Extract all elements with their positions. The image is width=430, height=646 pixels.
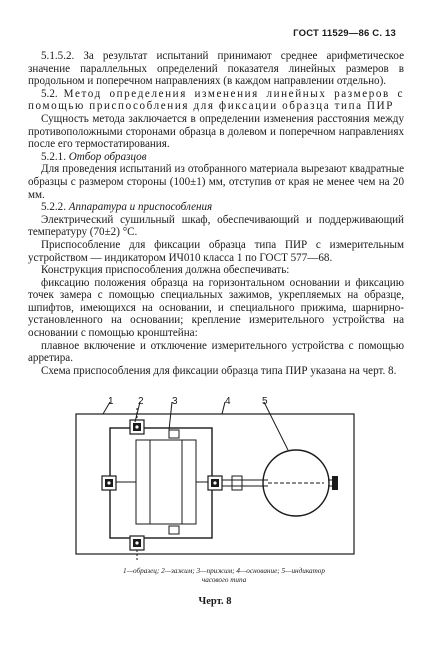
indicator-stem	[232, 476, 242, 490]
figure-label-4: 4	[225, 396, 231, 407]
figure-label-5: 5	[262, 396, 268, 407]
presser-block-bottom	[169, 526, 179, 534]
arretir-paragraph: плавное включение и отключение измерительного устройства с помощью арретира.	[28, 339, 404, 365]
figure-caption: 1—образец; 2—зажим; 3—прижим; 4—основание; 5—индикатор часового типа	[123, 567, 325, 584]
document-body	[28, 50, 404, 377]
method-essence-paragraph: Сущность метода заключается в определении изменения расстояния между противоположными сторонами образца в долевом и поперечном направлениях после его термостатирования.	[28, 112, 404, 151]
section-5-2-1-heading	[28, 151, 404, 164]
section-5-2-2-heading	[28, 201, 404, 214]
sample-outer	[110, 428, 212, 538]
figure-title: Черт. 8	[198, 596, 232, 607]
sample-inner	[136, 440, 196, 524]
paragraph-5-1-5-2: 5.1.5.2. За результат испытаний принимают среднее арифметическое значение параллельных определений показателя линейных размеров в продольном и поперечном направлениях (в каждом направлении отдельно).	[28, 50, 404, 88]
fixation-paragraph: фиксацию положения образца на горизонтальном основании и фиксацию точек замера с помощью специальных зажимов, укрепляемых на образце, шпифтов, имеющихся на основании, и специального прижима, шарнирно-установленного на основании; крепление измерительного устройства на основании с помощью кронштейна:	[28, 276, 404, 340]
section-5-2-heading	[28, 88, 404, 113]
section-5-2-1-number: 5.2.1.	[41, 150, 66, 163]
fixture-diagram	[72, 396, 358, 566]
figure-label-1: 1	[108, 396, 114, 407]
fixture-paragraph: Приспособление для фиксации образца типа ПИР с измерительным устройством — индикатором ИЧ010 класса 1 по ГОСТ 577—68.	[28, 238, 404, 264]
scheme-reference-paragraph: Схема приспособления для фиксации образца типа ПИР указана на черт. 8.	[41, 364, 397, 377]
oven-paragraph: Электрический сушильный шкаф, обеспечивающий и поддерживающий температуру (70±2) °С.	[28, 213, 404, 239]
presser-block-top	[169, 430, 179, 438]
fixture-diagram-svg	[72, 400, 358, 566]
figure-label-2: 2	[138, 396, 144, 407]
section-5-2-title: Метод определения изменения линейных размеров с помощью приспособления для фиксации образца типа ПИР	[28, 87, 404, 113]
section-5-2-1-title: Отбор образцов	[68, 150, 147, 163]
section-5-2-2-number: 5.2.2.	[41, 201, 66, 214]
sampling-paragraph: Для проведения испытаний из отобранного материала вырезают квадратные образцы с размером стороны (100±1) мм, отступив от края не менее чем на 20 мм.	[28, 163, 404, 201]
section-5-2-number: 5.2.	[41, 87, 58, 100]
construction-paragraph: Конструкция приспособления должна обеспечивать:	[41, 264, 290, 277]
section-5-2-2-title: Аппаратура и приспособления	[68, 201, 213, 214]
figure-label-3: 3	[172, 396, 178, 407]
page-header: ГОСТ 11529—86 С. 13	[293, 28, 396, 39]
